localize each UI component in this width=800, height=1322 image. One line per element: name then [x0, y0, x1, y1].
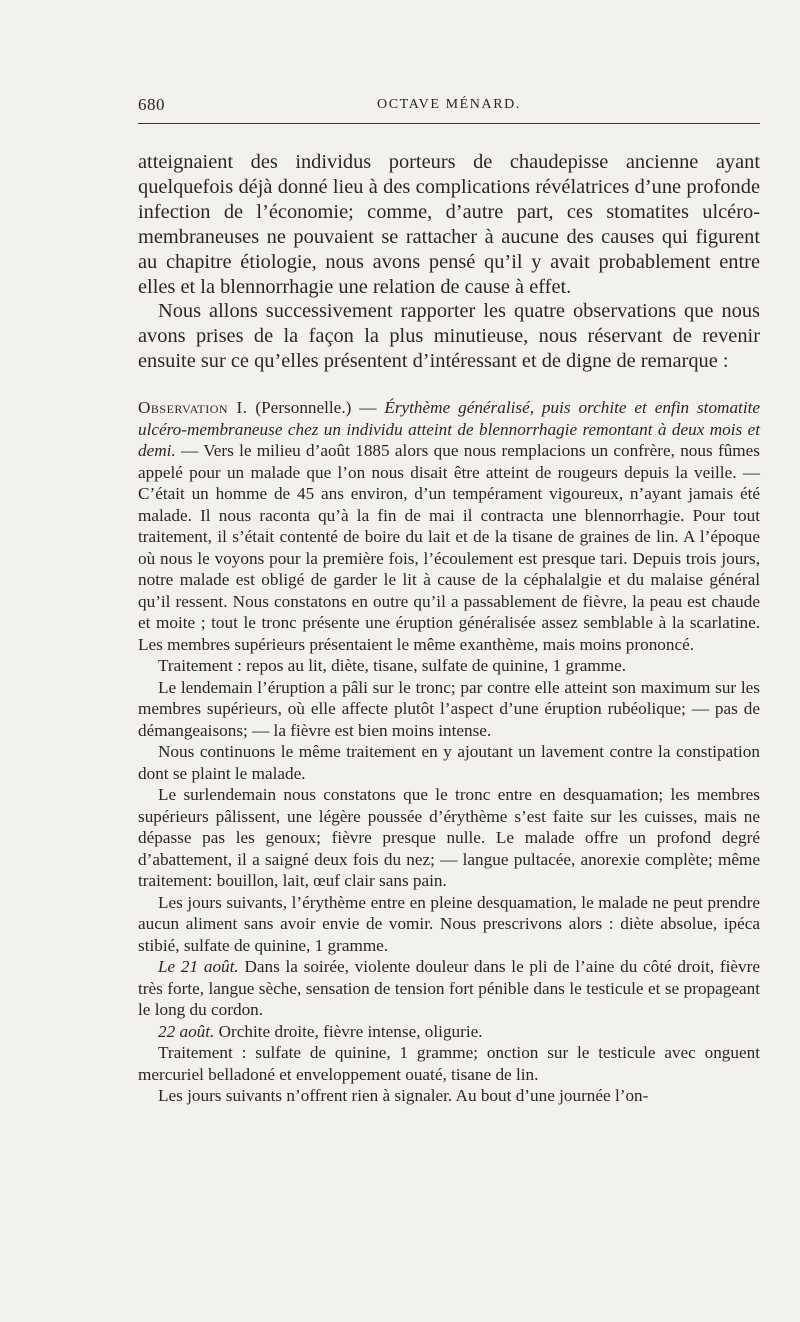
page-number: 680: [138, 95, 165, 114]
observation-heading-paragraph: [138, 397, 760, 655]
paragraph: Traitement : sulfate de quinine, 1 gramme; onction sur le testicule avec onguent mercuriel belladoné et enveloppement ouaté, tisane de lin.: [138, 1043, 760, 1084]
paragraph: Les jours suivants, l’érythème entre en pleine desquamation, le malade ne peut prendre aucun aliment sans avoir envie de vomir. Nous prescrivons alors : diète absolue, ipéca stibié, sulfate de quinine, 1 gramme.: [138, 892, 760, 955]
dated-paragraph: [138, 956, 760, 1021]
entry-text: Orchite droite, fièvre intense, oligurie.: [214, 1021, 483, 1041]
observation-source: (Personnelle.) —: [247, 398, 385, 418]
paragraph: Nous continuons le même traitement en y ajoutant un lavement contre la constipation dont se plaint le malade.: [138, 742, 760, 783]
observation-label: Observation I.: [138, 398, 248, 418]
observation-title: Érythème généralisé, puis orchite et enfin stomatite ulcéro-membraneuse chez un individu atteint de blennorrhagie remontant à deux mois et demi.: [138, 398, 760, 461]
observation-text: — Vers le milieu d’août 1885 alors que nous remplacions un confrère, nous fûmes appelé pour un malade que l’on nous disait être atteint de rougeurs depuis la veille. — C’était un homme de 45 ans environ, d’un tempérament vigoureux, n’ayant jamais été malade. Il nous raconta qu’à la fin de mai il contracta une blennorrhagie. Pour tout traitement, il s’était contenté de boire du lait et de la tisane de graines de lin. A l’époque où nous le voyons pour la première fois, l’écoulement est presque tari. Depuis trois jours, notre malade est obligé de garder le lit à cause de la céphalalgie et du malaise général qu’il ressent. Nous constatons en outre qu’il a passablement de fièvre, la peau est chaude et moite ; tout le tronc présente une éruption généralisée assez semblable à la scarlatine. Les membres supérieurs présentaient le même exanthème, mais moins prononcé.: [138, 441, 760, 654]
paragraph: Le surlendemain nous constatons que le tronc entre en desquamation; les membres supérieurs pâlissent, une légère poussée d’érythème s’est faite sur les cuisses, mais ne dépasse pas les genoux; fièvre presque nulle. Le malade offre un profond degré d’abattement, il a saigné deux fois du nez; — langue pultacée, anorexie complète; même traitement: bouillon, lait, œuf clair sans pain.: [138, 785, 760, 891]
observation-section: [138, 397, 760, 1107]
paragraph: Le lendemain l’éruption a pâli sur le tronc; par contre elle atteint son maximum sur les membres supérieurs, où elle affecte plutôt l’aspect d’une éruption rubéolique; — pas de démangeaisons; — la fièvre est bien moins intense.: [138, 677, 760, 740]
intro-section: [138, 150, 760, 374]
entry-date: Le 21 août.: [158, 957, 239, 977]
dated-paragraph: [138, 1021, 760, 1043]
running-head: OCTAVE MÉNARD.: [377, 97, 521, 112]
page-body: [138, 150, 760, 1107]
entry-text: Dans la soirée, violente douleur dans le pli de l’aine du côté droit, fièvre très forte, langue sèche, sensation de tension fort pénible dans le testicule et se propageant le long du cordon.: [138, 957, 760, 1020]
paragraph: atteignaient des individus porteurs de chaudepisse ancienne ayant quelquefois déjà donné lieu à des complications révélatrices d’une profonde infection de l’économie; comme, d’autre part, ces stomatites ulcéro-membraneuses ne pouvaient se rattacher à aucune des causes qui figurent au chapitre étiologie, nous avons pensé qu’il y avait probablement entre elles et la blennorrhagie une relation de cause à effet.: [138, 151, 760, 298]
paragraph: Nous allons successivement rapporter les quatre observations que nous avons prises de la façon la plus minutieuse, nous réservant de revenir ensuite sur ce qu’elles présentent d’intéressant et de digne de remarque :: [138, 300, 760, 373]
entry-date: 22 août.: [158, 1021, 215, 1041]
paragraph: Les jours suivants n’offrent rien à signaler. Au bout d’une journée l’on-: [158, 1086, 649, 1106]
paragraph: Traitement : repos au lit, diète, tisane, sulfate de quinine, 1 gramme.: [158, 656, 627, 676]
page-header: [138, 93, 760, 124]
